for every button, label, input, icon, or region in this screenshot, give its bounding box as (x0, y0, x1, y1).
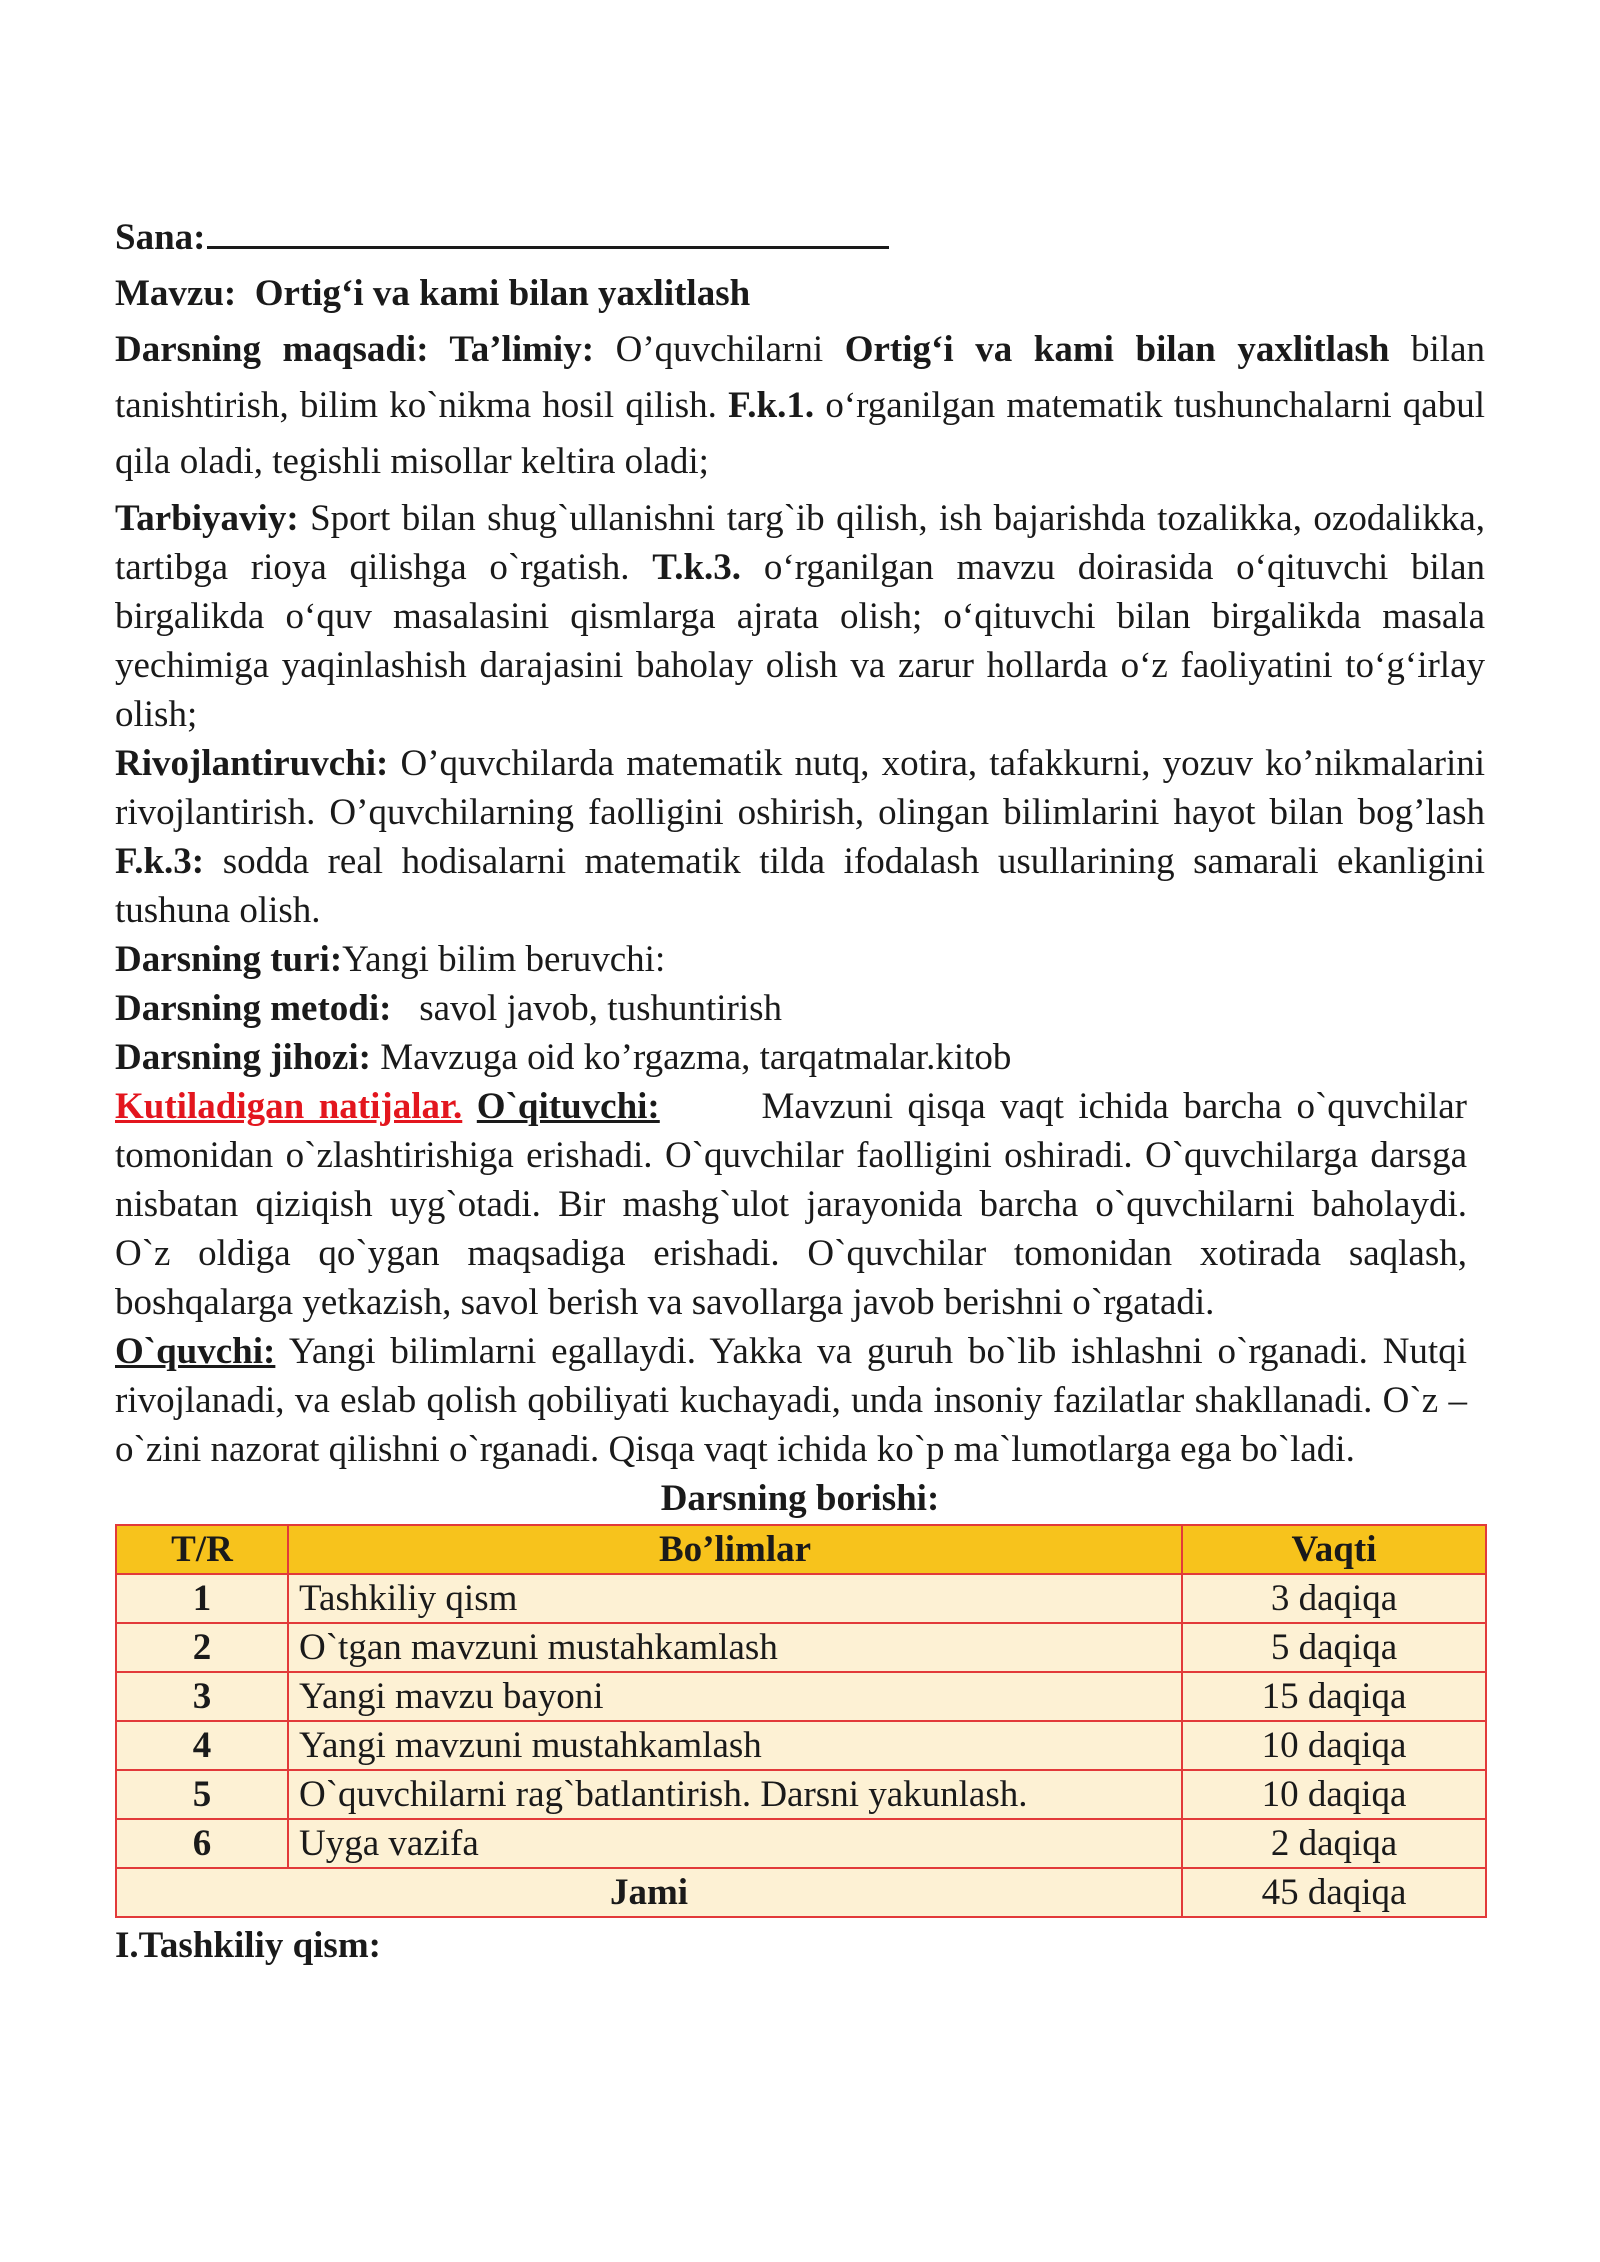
goal-topic: Ortig‘i va kami bilan yaxlitlash (844, 329, 1390, 370)
section-heading: I.Tashkiliy qism: (115, 1925, 381, 1966)
type-line (115, 935, 1485, 984)
row-number: 1 (116, 1574, 288, 1623)
date-label: Sana: (115, 217, 206, 258)
expected-results-label: Kutiladigan natijalar. (115, 1086, 463, 1127)
row-number: 3 (116, 1672, 288, 1721)
table-header-row (116, 1525, 1486, 1574)
row-time: 15 daqiqa (1182, 1672, 1486, 1721)
teacher-label: O`qituvchi: (476, 1086, 660, 1127)
table-row (116, 1672, 1486, 1721)
row-number: 6 (116, 1819, 288, 1868)
student-label: O`quvchi: (115, 1331, 276, 1372)
header-sections: Bo’limlar (288, 1525, 1182, 1574)
table-row (116, 1623, 1486, 1672)
method-label: Darsning metodi: (115, 988, 392, 1029)
equipment-label: Darsning jihozi: (115, 1037, 371, 1078)
tarbiyaviy-text-1: Sport bilan shug`ullanishni targ`ib qilish, ish bajarishda tozalikka, ozodalikka, tartibga rioya qilishga o`rgatish. (115, 498, 1485, 588)
teacher-outcomes-text: Mavzuni qisqa vaqt ichida barcha o`quvchilar tomonidan o`zlashtirishiga erishadi. O`quvchilar faolligini oshiradi. O`quvchilarga darsga nisbatan qiziqish uyg`otadi. Bir mashg`ulot jarayonida barcha o`quvchilarni baholaydi. O`z oldiga qo`ygan maqsadiga erishadi. O`quvchilar tomonidan xotirada saqlash, boshqalarga yetkazish, savol berish va savollarga javob berishni o`rgatadi. (115, 1086, 1468, 1323)
total-time: 45 daqiqa (1182, 1868, 1486, 1917)
row-number: 4 (116, 1721, 288, 1770)
row-section: Yangi mavzu bayoni (288, 1672, 1182, 1721)
lesson-progress-title: Darsning borishi: (660, 1478, 940, 1519)
rivojlantiruvchi-paragraph (115, 739, 1485, 935)
method-value: savol javob, tushuntirish (419, 988, 783, 1029)
table-row (116, 1819, 1486, 1868)
row-time: 10 daqiqa (1182, 1770, 1486, 1819)
row-section: O`tgan mavzuni mustahkamlash (288, 1623, 1182, 1672)
table-total-row (116, 1868, 1486, 1917)
tarbiyaviy-text-2: o‘rganilgan mavzu doirasida o‘qituvchi bilan birgalikda o‘quv masalasini qismlarga ajrata olish; o‘qituvchi bilan birgalikda masala yechimiga yaqinlashish darajasini baholay olish va zarur hollarda o‘z faoliyatini to‘g‘irlay olish; (115, 547, 1485, 735)
goal-text-1: O’quvchilarni (615, 329, 824, 370)
table-row (116, 1574, 1486, 1623)
date-blank (207, 216, 889, 249)
type-value: Yangi bilim beruvchi: (342, 939, 666, 980)
header-number: T/R (116, 1525, 288, 1574)
tarbiyaviy-paragraph (115, 494, 1485, 739)
rivojlantiruvchi-label: Rivojlantiruvchi: (115, 743, 389, 784)
type-label: Darsning turi: (115, 939, 343, 980)
row-time: 3 daqiqa (1182, 1574, 1486, 1623)
student-outcomes-paragraph (115, 1327, 1467, 1474)
row-section: Tashkiliy qism (288, 1574, 1182, 1623)
row-section: O`quvchilarni rag`batlantirish. Darsni yakunlash. (288, 1770, 1182, 1819)
table-row (116, 1721, 1486, 1770)
goal-text-3: o‘rganilgan matematik tushunchalarni qabul qila oladi, tegishli misollar keltira oladi; (115, 385, 1486, 482)
row-number: 2 (116, 1623, 288, 1672)
teacher-outcomes-paragraph (115, 1082, 1467, 1327)
total-label: Jami (116, 1868, 1182, 1917)
goal-label: Darsning maqsadi: Ta’limiy: (115, 329, 595, 370)
date-line (115, 210, 1485, 266)
table-row (116, 1770, 1486, 1819)
lesson-plan-page (115, 210, 1485, 1972)
student-outcomes-text: Yangi bilimlarni egallaydi. Yakka va guruh bo`lib ishlashni o`rganadi. Nutqi rivojlanadi, va eslab qolish qobiliyati kuchayadi, unda insoniy fazilatlar shakllanadi. O`z – o`zini nazorat qilishni o`rganadi. Qisqa vaqt ichida ko`p ma`lumotlarga ega bo`ladi. (115, 1331, 1467, 1470)
row-section: Uyga vazifa (288, 1819, 1182, 1868)
row-time: 2 daqiqa (1182, 1819, 1486, 1868)
row-section: Yangi mavzuni mustahkamlash (288, 1721, 1182, 1770)
tarbiyaviy-tk3: T.k.3. (652, 547, 742, 588)
equipment-line (115, 1033, 1485, 1082)
topic-line (115, 266, 1485, 322)
goal-text-2: bilan tanishtirish, bilim ko`nikma hosil qilish. (115, 329, 1486, 426)
rivojlantiruvchi-text-1: O’quvchilarda matematik nutq, xotira, tafakkurni, yozuv ko’nikmalarini rivojlantirish. O’quvchilarning faolligini oshirish, olingan bilimlarini hayot bilan bog’lash (115, 743, 1486, 833)
row-number: 5 (116, 1770, 288, 1819)
topic-value: Ortig‘i va kami bilan yaxlitlash (254, 273, 751, 314)
equipment-value: Mavzuga oid ko’rgazma, tarqatmalar.kitob (380, 1037, 1012, 1078)
header-time: Vaqti (1182, 1525, 1486, 1574)
rivojlantiruvchi-fk3: F.k.3: (115, 841, 205, 882)
topic-label: Mavzu: (115, 273, 237, 314)
rivojlantiruvchi-text-2: sodda real hodisalarni matematik tilda ifodalash usullarining samarali ekanligini tushuna olish. (115, 841, 1486, 931)
row-time: 10 daqiqa (1182, 1721, 1486, 1770)
row-time: 5 daqiqa (1182, 1623, 1486, 1672)
method-line (115, 984, 1485, 1033)
goal-paragraph (115, 322, 1485, 490)
goal-fk1: F.k.1. (728, 385, 815, 426)
lesson-schedule-table (115, 1524, 1487, 1918)
tarbiyaviy-label: Tarbiyaviy: (115, 498, 299, 539)
